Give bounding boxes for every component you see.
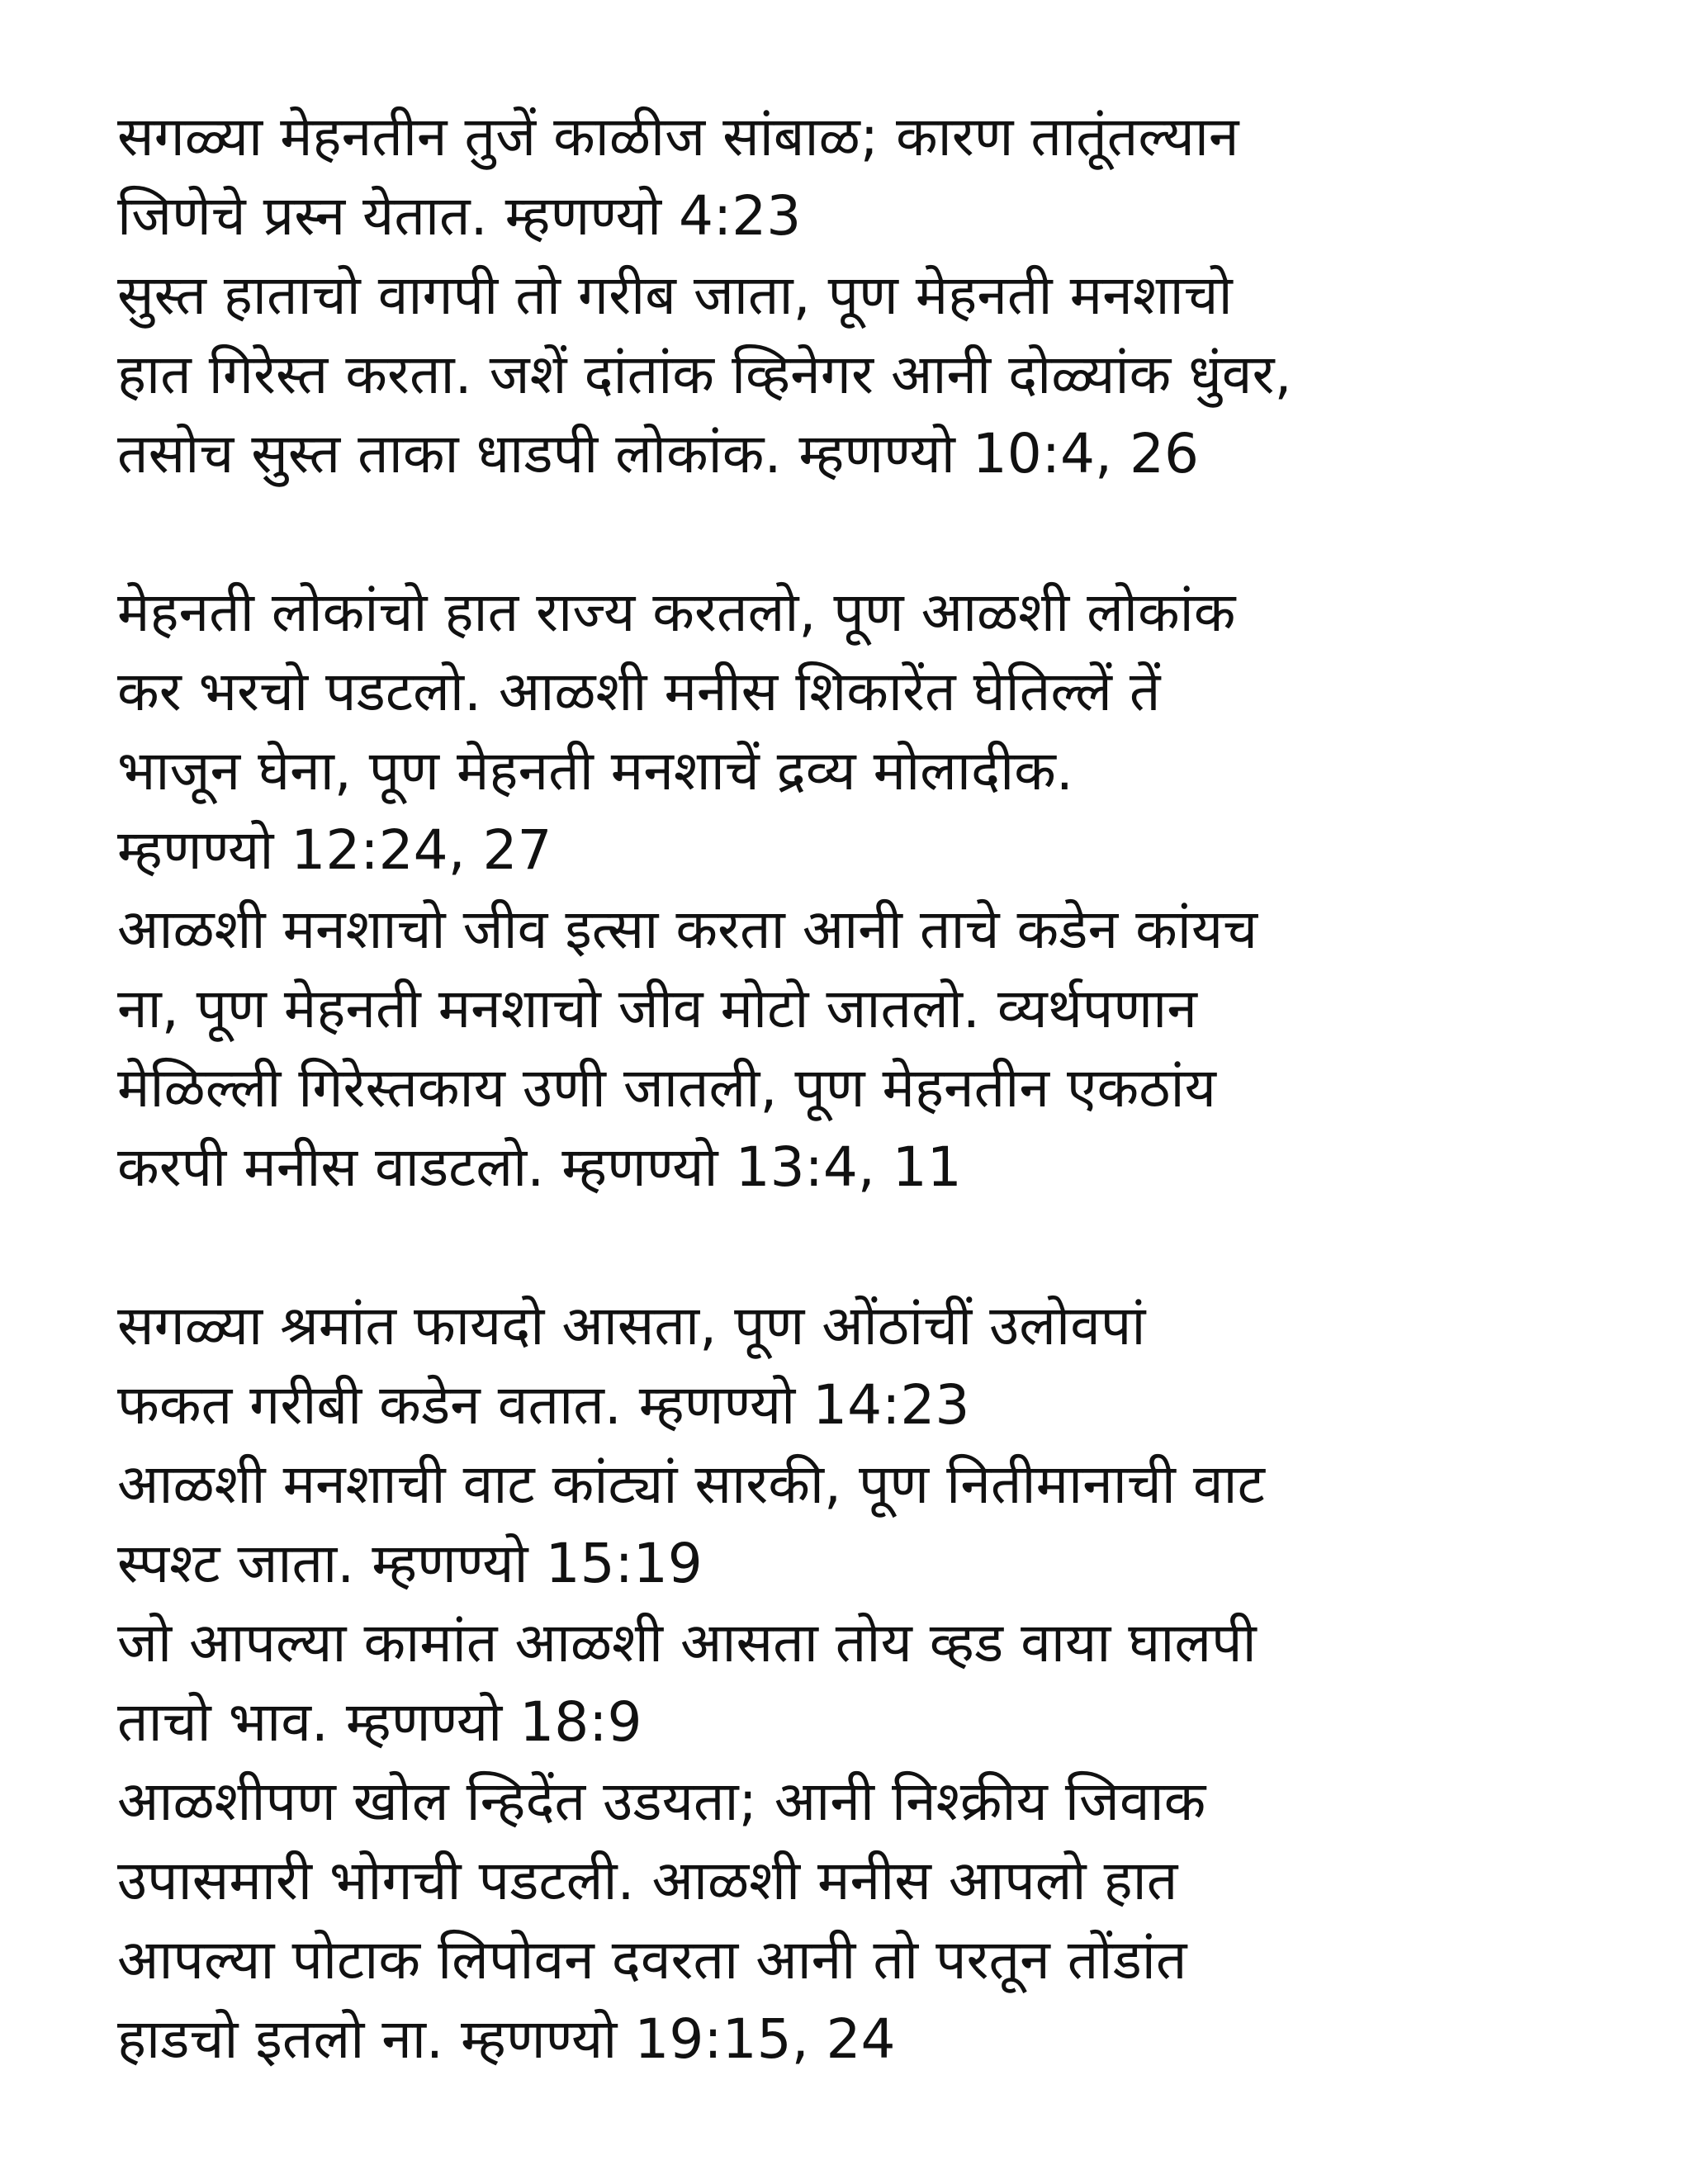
text-line: फकत गरीबी कडेन वतात. म्हणण्यो 14:23	[117, 1373, 970, 1437]
text-line: कर भरचो पडटलो. आळशी मनीस शिकारेंत घेतिल्लें तें	[117, 660, 1161, 723]
text-line: मेळिल्ली गिरेस्तकाय उणी जातली, पूण मेहनतीन एकठांय	[117, 1056, 1216, 1120]
text-line: आळशी मनशाचो जीव इत्सा करता आनी ताचे कडेन कांयच	[117, 898, 1258, 961]
paragraph-block-1	[117, 97, 1653, 494]
text-line: स्पश्ट जाता. म्हणण्यो 15:19	[117, 1532, 703, 1595]
paragraph-gap	[117, 494, 1653, 573]
text-line: मेहनती लोकांचो हात राज्य करतलो, पूण आळशी लोकांक	[117, 580, 1236, 644]
text-line: ना, पूण मेहनती मनशाचो जीव मोटो जातलो. व्यर्थपणान	[117, 977, 1197, 1040]
paragraph-block-3	[117, 1286, 1653, 2079]
text-line: आळशीपण खोल न्हिदेंत उडयता; आनी निश्क्रीय जिवाक	[117, 1769, 1206, 1833]
paragraph-gap	[117, 1207, 1653, 1286]
text-line: म्हणण्यो 12:24, 27	[117, 818, 552, 882]
text-line: हात गिरेस्त करता. जशें दांतांक व्हिनेगर आनी दोळ्यांक धुंवर,	[117, 343, 1292, 406]
text-line: सगळ्या श्रमांत फायदो आसता, पूण ओंठांचीं उलोवपां	[117, 1294, 1146, 1357]
text-line: हाडचो इतलो ना. म्हणण्यो 19:15, 24	[117, 2007, 896, 2071]
text-line: जिणेचे प्रस्न येतात. म्हणण्यो 4:23	[117, 184, 802, 248]
text-line: ताचो भाव. म्हणण्यो 18:9	[117, 1690, 642, 1754]
paragraph-block-2	[117, 573, 1653, 1207]
text-line: आळशी मनशाची वाट कांट्यां सारकी, पूण नितीमानाची वाट	[117, 1452, 1265, 1516]
text-line: तसोच सुस्त ताका धाडपी लोकांक. म्हणण्यो 10:4, 26	[117, 422, 1199, 486]
text-line: भाजून घेना, पूण मेहनती मनशाचें द्रव्य मोलादीक.	[117, 739, 1073, 803]
text-line: करपी मनीस वाडटलो. म्हणण्यो 13:4, 11	[117, 1135, 962, 1199]
text-line: सगळ्या मेहनतीन तुजें काळीज सांबाळ; कारण तातूंतल्यान	[117, 105, 1239, 168]
document-body	[117, 97, 1653, 2079]
text-line: उपासमारी भोगची पडटली. आळशी मनीस आपलो हात	[117, 1849, 1178, 1912]
text-line: सुस्त हाताचो वागपी तो गरीब जाता, पूण मेहनती मनशाचो	[117, 263, 1233, 327]
text-line: जो आपल्या कामांत आळशी आसता तोय व्हड वाया घालपी	[117, 1611, 1257, 1675]
text-line: आपल्या पोटाक लिपोवन दवरता आनी तो परतून तोंडांत	[117, 1928, 1187, 1992]
